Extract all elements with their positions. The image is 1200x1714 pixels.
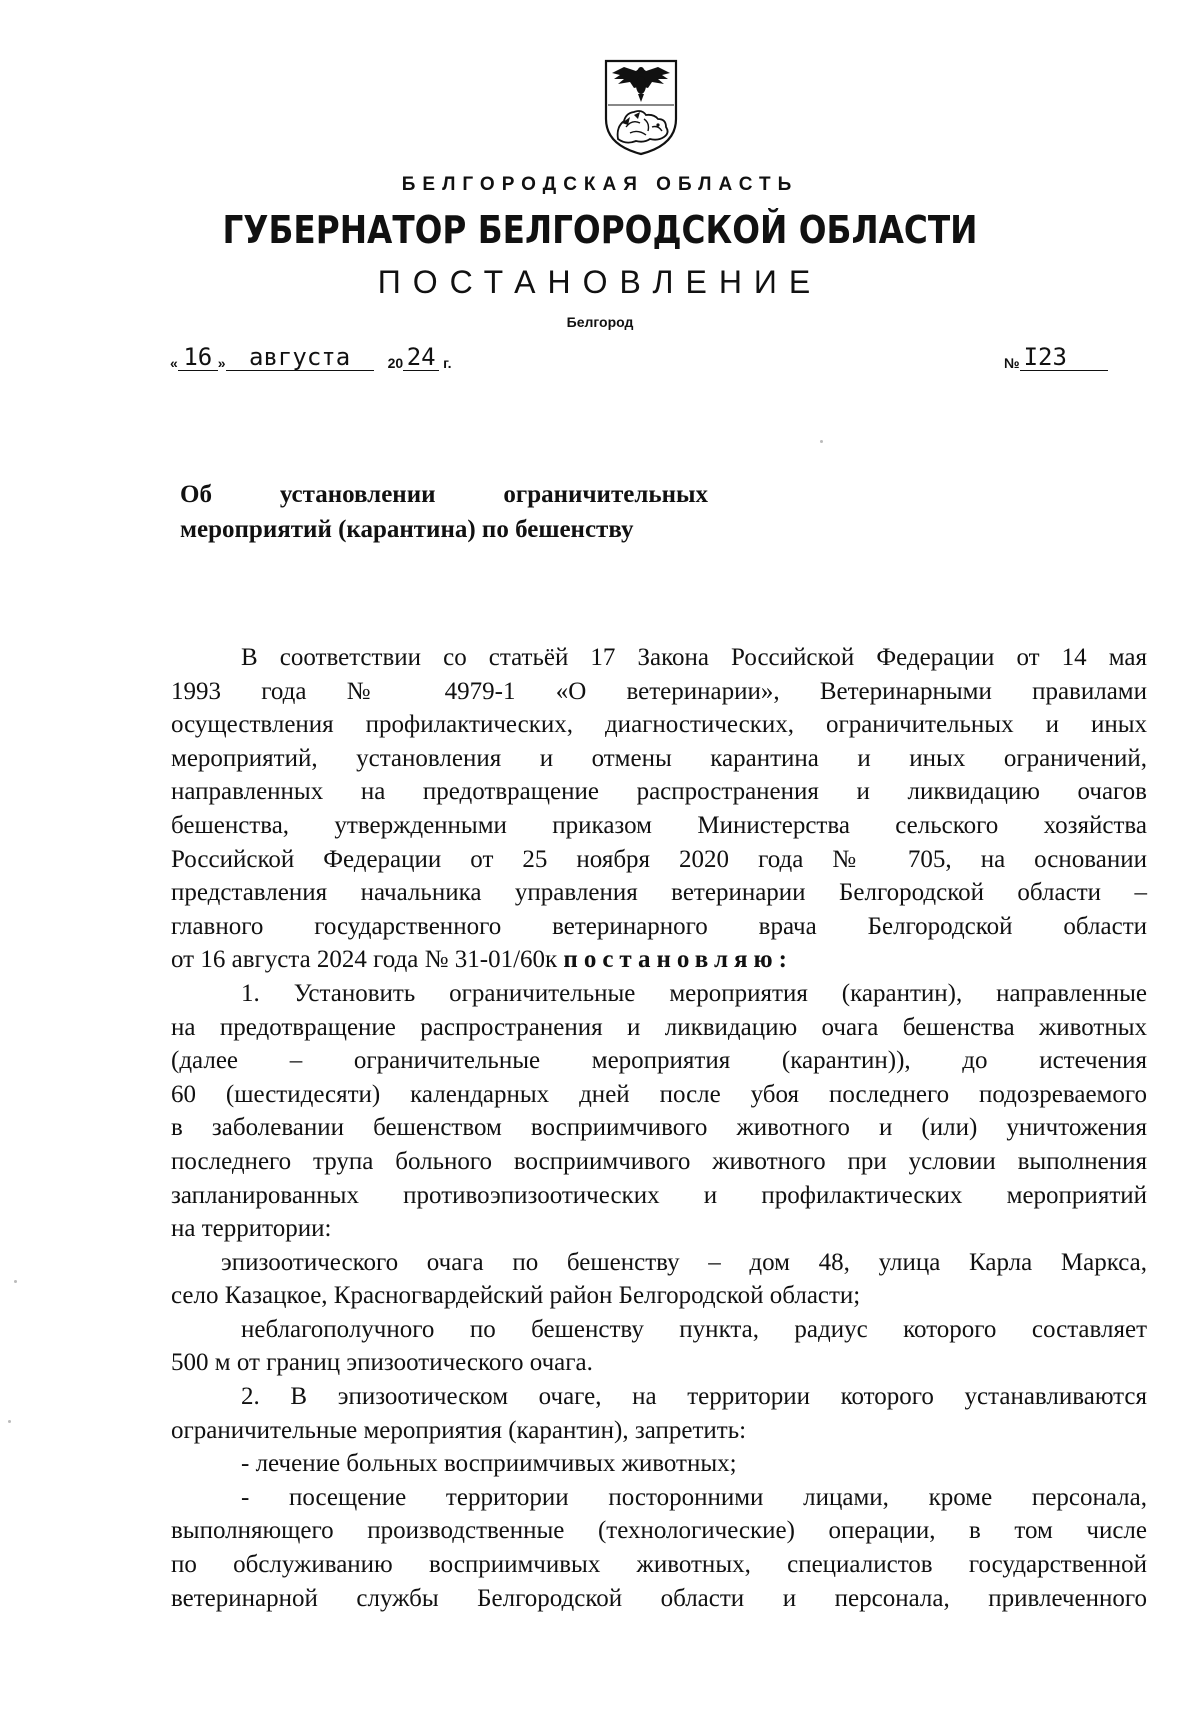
document-number: [1004, 344, 1108, 371]
subject-line: мероприятий (карантина) по бешенству: [180, 516, 634, 543]
item1-line: последнего трупа больного восприимчивого животного при условии выполнения: [171, 1147, 1147, 1175]
date-year-mark: г.: [443, 355, 452, 371]
ban-item: - лечение больных восприимчивых животных;: [241, 1450, 737, 1478]
preamble-line: бешенства, утвержденными приказом Министерства сельского хозяйства: [171, 811, 1147, 839]
item1-line: 1. Установить ограничительные мероприятия (карантин), направленные: [241, 979, 1147, 1007]
preamble-line: мероприятий, установления и отмены карантина и иных ограничений,: [171, 744, 1147, 772]
date-month: августа: [226, 344, 374, 371]
date-year: 24: [403, 344, 439, 371]
date-day: 16: [178, 344, 218, 371]
issuer-title: ГУБЕРНАТОР БЕЛГОРОДСКОЙ ОБЛАСТИ: [222, 208, 978, 252]
point-line: неблагополучного по бешенству пункта, радиус которого составляет: [241, 1315, 1147, 1343]
item2-line: 2. В эпизоотическом очаге, на территории которого устанавливаются: [241, 1383, 1147, 1411]
region-title: БЕЛГОРОДСКАЯ ОБЛАСТЬ: [401, 174, 799, 195]
item1-last-line: на территории:: [171, 1215, 332, 1243]
document-date: [170, 344, 452, 371]
ban2-line: - посещение территории посторонними лицами, кроме персонала,: [241, 1483, 1147, 1511]
item1-line: 60 (шестидесяти) календарных дней после убоя последнего подозреваемого: [171, 1080, 1147, 1108]
focus-last-line: село Казацкое, Красногвардейский район Белгородской области;: [171, 1282, 861, 1310]
preamble-line: Российской Федерации от 25 ноября 2020 года № 705, на основании: [171, 845, 1147, 873]
document-type: ПОСТАНОВЛЕНИЕ: [377, 264, 823, 300]
document-subject: [180, 477, 708, 547]
focus-line: эпизоотического очага по бешенству – дом 48, улица Карла Маркса,: [221, 1248, 1147, 1276]
preamble-line: представления начальника управления ветеринарии Белгородской области –: [171, 879, 1147, 907]
preamble-line: главного государственного ветеринарного врача Белгородской области: [171, 912, 1147, 940]
document-body: [171, 641, 1147, 1615]
issue-city: Белгород: [566, 314, 634, 330]
ban2-line: выполняющего производственные (технологические) операции, в том числе: [171, 1517, 1147, 1545]
scan-speck: [14, 1280, 17, 1283]
scan-speck: [820, 440, 823, 443]
ban2-line: по обслуживанию восприимчивых животных, специалистов государственной: [171, 1551, 1147, 1579]
preamble-last-line: [171, 943, 1147, 977]
item1-line: в заболевании бешенством восприимчивого животного и (или) уничтожения: [171, 1114, 1147, 1142]
number-label: №: [1004, 355, 1020, 371]
scan-speck: [8, 1420, 11, 1423]
point-last-line: 500 м от границ эпизоотического очага.: [171, 1349, 593, 1377]
coat-of-arms-icon: [600, 57, 682, 157]
preamble-line: 1993 года № 4979-1 «О ветеринарии», Ветеринарными правилами: [171, 677, 1147, 705]
date-open-quote: «: [170, 355, 178, 371]
number-value: I23: [1020, 344, 1108, 371]
basis-reference: от 16 августа 2024 года № 31-01/60к: [171, 946, 558, 974]
item2-last-line: ограничительные мероприятия (карантин), запретить:: [171, 1416, 747, 1444]
date-year-prefix: 20: [387, 355, 404, 371]
preamble-line: направленных на предотвращение распространения и ликвидацию очагов: [171, 778, 1147, 806]
item1-line: (далее – ограничительные мероприятия (карантин)), до истечения: [171, 1047, 1147, 1075]
ban2-line: ветеринарной службы Белгородской области и персонала, привлеченного: [171, 1584, 1147, 1612]
date-close-quote: »: [217, 355, 226, 371]
item1-line: запланированных противоэпизоотических и профилактических мероприятий: [171, 1181, 1147, 1209]
subject-line: Об установлении ограничительных: [180, 481, 708, 508]
decree-word: постановляю:: [563, 946, 793, 974]
item1-line: на предотвращение распространения и ликвидацию очага бешенства животных: [171, 1013, 1147, 1041]
preamble-line: В соответствии со статьёй 17 Закона Российской Федерации от 14 мая: [241, 644, 1147, 671]
preamble-line: осуществления профилактических, диагностических, ограничительных и иных: [171, 711, 1147, 739]
